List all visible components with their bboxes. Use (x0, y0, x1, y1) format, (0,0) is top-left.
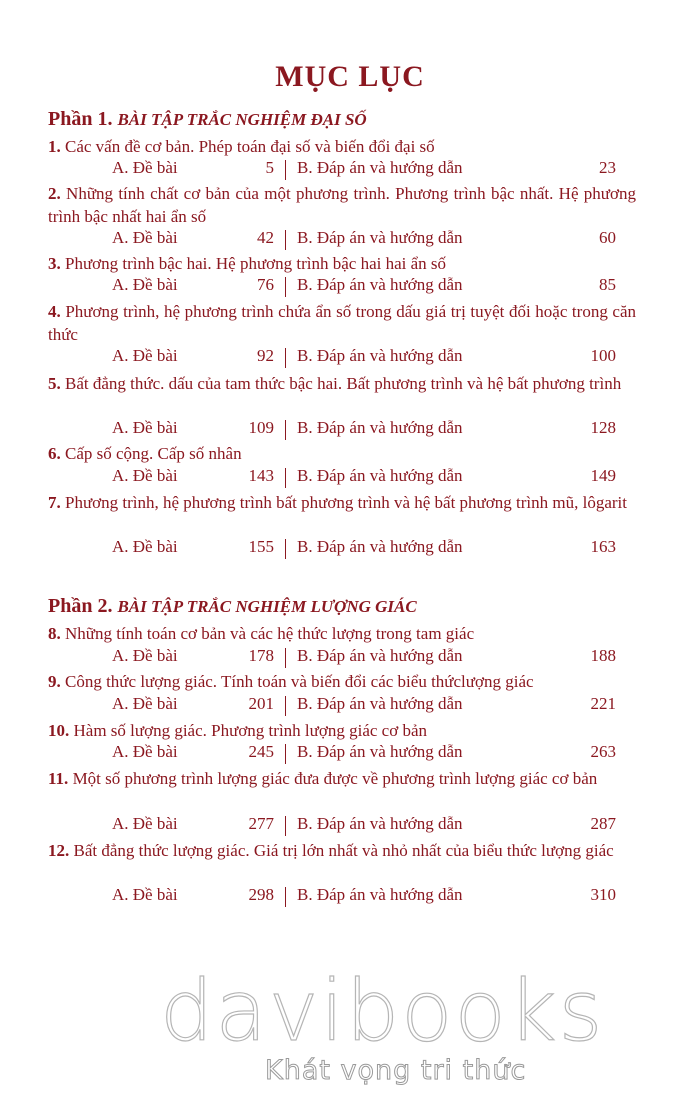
de-bai-label: A. Đề bài (112, 885, 178, 904)
entry-number: 12. (48, 841, 70, 860)
entry-number: 9. (48, 672, 61, 691)
de-bai-page[interactable]: 245 (248, 742, 274, 761)
entry-title (48, 622, 636, 645)
de-bai-page[interactable]: 42 (257, 228, 274, 247)
de-bai-label: A. Đề bài (112, 646, 178, 665)
entry-title (48, 182, 636, 228)
entry-title (48, 767, 636, 790)
dap-an-label: B. Đáp án và hướng dẫn (297, 228, 463, 247)
entry-text: Phương trình, hệ phương trình chứa ẩn số trong dấu giá trị tuyệt đối hoặc trong căn thức (48, 302, 636, 344)
de-bai-label: A. Đề bài (112, 158, 178, 177)
de-bai-page[interactable]: 76 (257, 275, 274, 294)
de-bai-page[interactable]: 109 (248, 418, 274, 437)
watermark-brand: davibooks (160, 962, 605, 1060)
dap-an-page[interactable]: 128 (590, 418, 616, 437)
column-divider (285, 539, 286, 559)
entry-text: Phương trình, hệ phương trình bất phương trình và hệ bất phương trình mũ, lôgarit (65, 493, 627, 512)
de-bai-label: A. Đề bài (112, 814, 178, 833)
column-divider (285, 420, 286, 440)
part-name: BÀI TẬP TRẮC NGHIỆM ĐẠI SỐ (117, 110, 367, 129)
column-divider (285, 744, 286, 764)
dap-an-label: B. Đáp án và hướng dẫn (297, 814, 463, 833)
entry-number: 1. (48, 137, 61, 156)
de-bai-page[interactable]: 178 (248, 646, 274, 665)
de-bai-label: A. Đề bài (112, 466, 178, 485)
column-divider (285, 696, 286, 716)
de-bai-page[interactable]: 143 (248, 466, 274, 485)
part-heading (48, 108, 367, 131)
watermark-slogan: Khát vọng tri thức (265, 1055, 527, 1086)
entry-text: Phương trình bậc hai. Hệ phương trình bậc hai hai ẩn số (65, 254, 447, 273)
entry-pages-row (0, 228, 700, 251)
entry-pages-row (0, 694, 700, 717)
de-bai-page[interactable]: 298 (248, 885, 274, 904)
dap-an-label: B. Đáp án và hướng dẫn (297, 158, 463, 177)
de-bai-label: A. Đề bài (112, 694, 178, 713)
dap-an-page[interactable]: 163 (590, 537, 616, 556)
de-bai-label: A. Đề bài (112, 346, 178, 365)
entry-number: 3. (48, 254, 61, 273)
entry-number: 5. (48, 374, 61, 393)
dap-an-label: B. Đáp án và hướng dẫn (297, 646, 463, 665)
column-divider (285, 348, 286, 368)
entry-number: 2. (48, 184, 61, 203)
de-bai-label: A. Đề bài (112, 537, 178, 556)
entry-title (48, 719, 636, 742)
de-bai-label: A. Đề bài (112, 418, 178, 437)
dap-an-page[interactable]: 23 (599, 158, 616, 177)
de-bai-label: A. Đề bài (112, 275, 178, 294)
entry-pages-row (0, 466, 700, 489)
entry-text: Những tính toán cơ bản và các hệ thức lượng trong tam giác (65, 624, 475, 643)
column-divider (285, 468, 286, 488)
de-bai-label: A. Đề bài (112, 742, 178, 761)
entry-pages-row (0, 646, 700, 669)
entry-number: 8. (48, 624, 61, 643)
dap-an-page[interactable]: 60 (599, 228, 616, 247)
entry-title (48, 491, 636, 514)
entry-title (48, 670, 636, 693)
entry-title (48, 839, 636, 862)
column-divider (285, 160, 286, 180)
entry-text: Một số phương trình lượng giác đưa được về phương trình lượng giác cơ bản (72, 769, 598, 788)
entry-number: 11. (48, 769, 69, 788)
dap-an-label: B. Đáp án và hướng dẫn (297, 885, 463, 904)
dap-an-label: B. Đáp án và hướng dẫn (297, 694, 463, 713)
page-title: MỤC LỤC (275, 60, 425, 93)
de-bai-page[interactable]: 277 (248, 814, 274, 833)
column-divider (285, 277, 286, 297)
entry-number: 6. (48, 444, 61, 463)
entry-pages-row (0, 346, 700, 369)
entry-pages-row (0, 814, 700, 837)
column-divider (285, 230, 286, 250)
entry-text: Cấp số cộng. Cấp số nhân (65, 444, 242, 463)
entry-text: Những tính chất cơ bản của một phương trình. Phương trình bậc nhất. Hệ phương trình bậc nhất hai ẩn số (48, 184, 636, 226)
dap-an-page[interactable]: 149 (590, 466, 616, 485)
entry-text: Các vấn đề cơ bản. Phép toán đại số và biến đổi đại số (65, 137, 435, 156)
part-number: Phần 1. (48, 108, 113, 130)
part-name: BÀI TẬP TRẮC NGHIỆM LƯỢNG GIÁC (117, 597, 417, 616)
column-divider (285, 887, 286, 907)
dap-an-page[interactable]: 287 (590, 814, 616, 833)
dap-an-page[interactable]: 188 (590, 646, 616, 665)
entry-number: 7. (48, 493, 61, 512)
dap-an-page[interactable]: 100 (590, 346, 616, 365)
column-divider (285, 648, 286, 668)
dap-an-label: B. Đáp án và hướng dẫn (297, 418, 463, 437)
part-number: Phần 2. (48, 595, 113, 617)
dap-an-label: B. Đáp án và hướng dẫn (297, 346, 463, 365)
entry-title (48, 252, 636, 275)
dap-an-page[interactable]: 263 (590, 742, 616, 761)
de-bai-page[interactable]: 155 (248, 537, 274, 556)
entry-pages-row (0, 158, 700, 181)
entry-text: Bất đẳng thức. dấu của tam thức bậc hai. Bất phương trình và hệ bất phương trình (65, 374, 622, 393)
dap-an-label: B. Đáp án và hướng dẫn (297, 742, 463, 761)
entry-pages-row (0, 742, 700, 765)
dap-an-label: B. Đáp án và hướng dẫn (297, 537, 463, 556)
entry-number: 10. (48, 721, 70, 740)
dap-an-label: B. Đáp án và hướng dẫn (297, 466, 463, 485)
de-bai-page[interactable]: 5 (265, 158, 274, 177)
entry-title (48, 372, 636, 395)
entry-title (48, 442, 636, 465)
column-divider (285, 816, 286, 836)
de-bai-page[interactable]: 201 (248, 694, 274, 713)
dap-an-page[interactable]: 221 (590, 694, 616, 713)
dap-an-page[interactable]: 310 (590, 885, 616, 904)
entry-text: Công thức lượng giác. Tính toán và biến đổi các biểu thứclượng giác (65, 672, 534, 691)
entry-text: Bất đẳng thức lượng giác. Giá trị lớn nhất và nhỏ nhất của biểu thức lượng giác (73, 841, 614, 860)
entry-number: 4. (48, 302, 61, 321)
dap-an-label: B. Đáp án và hướng dẫn (297, 275, 463, 294)
entry-title (48, 135, 636, 158)
entry-pages-row (0, 537, 700, 560)
entry-text: Hàm số lượng giác. Phương trình lượng giác cơ bản (73, 721, 427, 740)
entry-pages-row (0, 885, 700, 908)
entry-pages-row (0, 275, 700, 298)
part-heading (48, 595, 417, 618)
entry-pages-row (0, 418, 700, 441)
entry-title (48, 300, 636, 346)
dap-an-page[interactable]: 85 (599, 275, 616, 294)
de-bai-page[interactable]: 92 (257, 346, 274, 365)
de-bai-label: A. Đề bài (112, 228, 178, 247)
